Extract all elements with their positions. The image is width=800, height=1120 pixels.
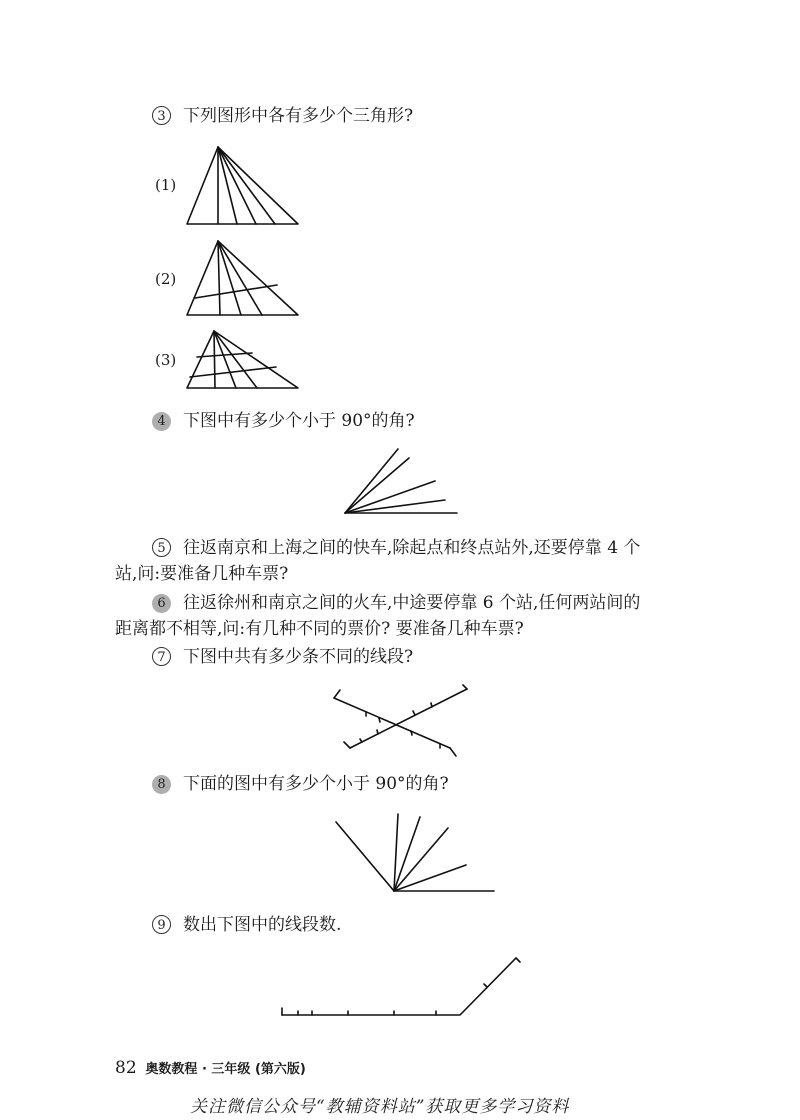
problem-text: 下图中有多少个小于 90°的角? xyxy=(183,411,415,431)
sublabel-3: (3) xyxy=(155,351,177,369)
book-title: 奥数教程 · 三年级 (第六版) xyxy=(145,1062,306,1077)
problem-6-cont: 距离都不相等,问:有几种不同的票价? 要准备几种车票? xyxy=(115,619,524,639)
problem-number: 7 xyxy=(152,647,171,666)
problem-text: 下图中共有多少条不同的线段? xyxy=(183,647,414,667)
problem-number: 6 xyxy=(152,594,171,613)
problem-number: 9 xyxy=(152,915,171,934)
page-number: 82 xyxy=(115,1058,137,1078)
problem-number: 4 xyxy=(152,412,171,431)
problem-5-cont: 站,问:要准备几种车票? xyxy=(115,564,289,584)
problem-text: 往返南京和上海之间的快车,除起点和终点站外,还要停靠 4 个 xyxy=(183,538,641,558)
problem-text: 往返徐州和南京之间的火车,中途要停靠 6 个站,任何两站间的 xyxy=(183,593,641,613)
sublabel-1: (1) xyxy=(155,176,177,194)
problem-text: 下面的图中有多少个小于 90°的角? xyxy=(183,774,449,794)
problem-number: 5 xyxy=(152,538,171,557)
sublabel-2: (2) xyxy=(155,270,177,288)
problem-number: 3 xyxy=(152,106,171,125)
problem-text: 下列图形中各有多少个三角形? xyxy=(183,106,414,126)
page-footer xyxy=(115,1058,306,1078)
problem-text: 数出下图中的线段数. xyxy=(183,915,342,935)
watermark-text: 关注微信公众号“教辅资料站”获取更多学习资料 xyxy=(190,1097,570,1117)
problem-number: 8 xyxy=(152,775,171,794)
